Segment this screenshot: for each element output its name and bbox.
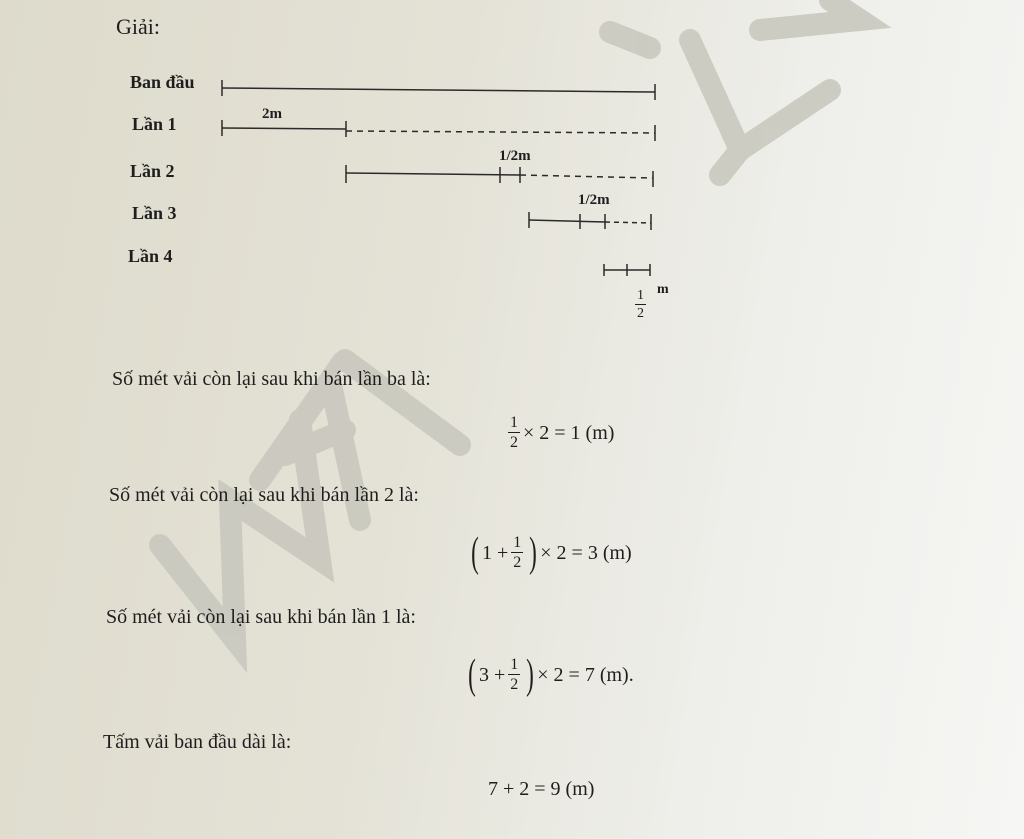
step-1-equation [505,415,614,451]
step-2-fraction-numerator: 1 [513,534,522,551]
step-3-text: Số mét vải còn lại sau khi bán lần 1 là: [106,606,416,628]
step-3-equation [465,654,634,696]
step-1-fraction-denominator: 2 [510,434,518,451]
step-3-close-paren: ) [526,652,535,698]
step-1-fraction-numerator: 1 [510,414,518,431]
step-1-fraction [508,415,520,451]
step-2-fraction [511,535,523,571]
lan4-fraction-denominator: 2 [637,306,644,321]
step-4-equation: 7 + 2 = 9 (m) [488,778,595,800]
step-3-fraction-denominator: 2 [510,676,519,693]
step-2-equation-rest: × 2 = 3 (m) [540,541,632,564]
step-2-fraction-denominator: 2 [513,554,522,571]
step-3-lead: 3 + [479,663,506,686]
row-label-ban-dau: Ban đầu [130,72,195,92]
row-label-lan-3: Lần 3 [132,203,177,223]
segment-lan-3 [529,212,651,230]
step-1-equation-rest: × 2 = 1 (m) [523,421,615,444]
segment-label-lan-4 [632,282,669,321]
step-2-equation [468,532,632,574]
lan4-unit: m [657,282,669,297]
segment-label-lan-3: 1/2m [578,192,610,208]
step-2-text: Số mét vải còn lại sau khi bán lần 2 là: [109,484,419,506]
row-label-lan-4: Lần 4 [128,246,173,266]
step-4-text: Tấm vải ban đầu dài là: [103,731,292,753]
step-3-fraction [508,657,520,693]
step-3-equation-rest: × 2 = 7 (m). [537,663,634,686]
step-2-lead: 1 + [482,541,509,564]
segment-lan-4 [604,264,650,276]
row-label-lan-2: Lần 2 [130,161,175,181]
step-3-fraction-numerator: 1 [510,656,519,673]
step-3-open-paren: ( [468,652,476,698]
segment-lan-2 [346,165,653,187]
heading: Giải: [116,14,160,39]
segment-ban-dau [222,80,655,100]
segment-lan-1 [222,120,655,141]
lan4-fraction-numerator: 1 [637,288,644,303]
step-2-open-paren: ( [471,530,479,576]
row-label-lan-1: Lần 1 [132,114,177,134]
segment-label-lan-1: 2m [262,106,282,122]
step-2-close-paren: ) [529,530,538,576]
segment-label-lan-2: 1/2m [499,148,531,164]
lan4-fraction [635,289,646,321]
step-1-text: Số mét vải còn lại sau khi bán lần ba là: [112,368,431,390]
